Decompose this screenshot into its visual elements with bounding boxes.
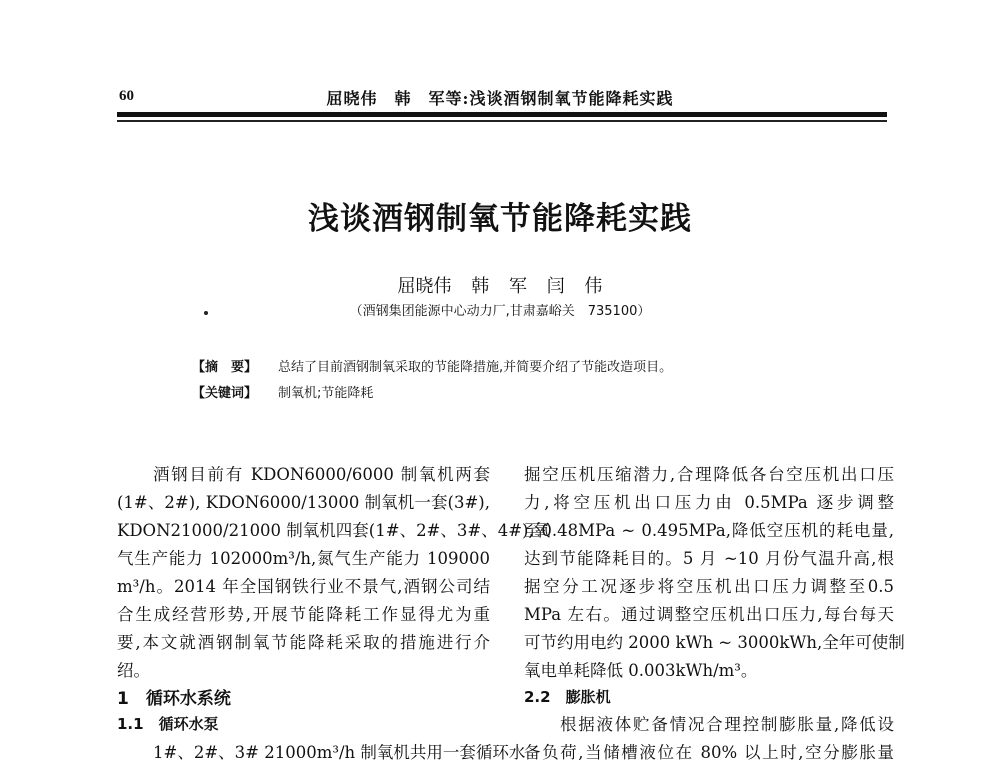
paragraph-line: m³/h。2014 年全国钢铁行业不景气,酒钢公司结: [117, 577, 490, 596]
paragraph-line: 达到节能降耗目的。5 月 ~10 月份气温升高,根: [524, 549, 894, 568]
paragraph-line: 要,本文就酒钢制氧节能降耗采取的措施进行介: [117, 633, 490, 652]
header-rule-thin: [117, 120, 887, 122]
paragraph-line: 氧电单耗降低 0.003kWh/m³。: [524, 661, 758, 680]
paragraph-line: 合生成经营形势,开展节能降耗工作显得尤为重: [117, 605, 490, 624]
paragraph-line: 气生产能力 102000m³/h,氮气生产能力 109000: [117, 549, 490, 568]
paragraph-line: 至0.48MPa ~ 0.495MPa,降低空压机的耗电量,: [524, 521, 894, 540]
paragraph-line: KDON21000/21000 制氧机四套(1#、2#、3#、4#),氧: [117, 521, 551, 540]
paragraph-line: 备负荷,当储槽液位在 80% 以上时,空分膨胀量: [524, 743, 894, 762]
paragraph-line: 据空分工况逐步将空压机出口压力调整至0.5: [524, 577, 894, 596]
subsection-heading: 1.1 循环水泵: [117, 715, 219, 733]
abstract-label: 【摘 要】: [192, 360, 258, 375]
page-number: 60: [119, 88, 134, 104]
paragraph-line: 酒钢目前有 KDON6000/6000 制氧机两套: [153, 465, 490, 484]
paragraph-line: 绍。: [117, 661, 150, 680]
paragraph-line: 掘空压机压缩潜力,合理降低各台空压机出口压: [524, 465, 894, 484]
abstract: [192, 356, 672, 375]
abstract-text: 总结了目前酒钢制氧采取的节能降措施,并简要介绍了节能改造项目。: [278, 360, 673, 375]
paragraph-line: 根据液体贮备情况合理控制膨胀量,降低设: [560, 715, 894, 734]
article-title: 浅谈酒钢制氧节能降耗实践: [308, 201, 692, 237]
paragraph-line: 力,将空压机出口压力由 0.5MPa 逐步调整: [524, 493, 894, 512]
running-title: 屈晓伟 韩 军等:浅谈酒钢制氧节能降耗实践: [326, 89, 674, 108]
paragraph-line: 1#、2#、3# 21000m³/h 制氧机共用一套循环水: [153, 743, 526, 762]
keywords: [192, 382, 373, 401]
section-heading: 1 循环水系统: [117, 689, 231, 709]
affiliation: （酒钢集团能源中心动力厂,甘肃嘉峪关 735100）: [349, 304, 651, 319]
paragraph-line: 可节约用电约 2000 kWh ~ 3000kWh,全年可使制: [524, 633, 905, 652]
paragraph-line: (1#、2#), KDON6000/13000 制氧机一套(3#),: [117, 493, 490, 512]
paragraph-line: MPa 左右。通过调整空压机出口压力,每台每天: [524, 605, 894, 624]
authors: 屈晓伟 韩 军 闫 伟: [397, 276, 603, 297]
subsection-heading: 2.2 膨胀机: [524, 688, 611, 706]
keywords-text: 制氧机;节能降耗: [278, 386, 374, 401]
header-rule-thick: [117, 112, 887, 117]
keywords-label: 【关键词】: [192, 386, 258, 401]
